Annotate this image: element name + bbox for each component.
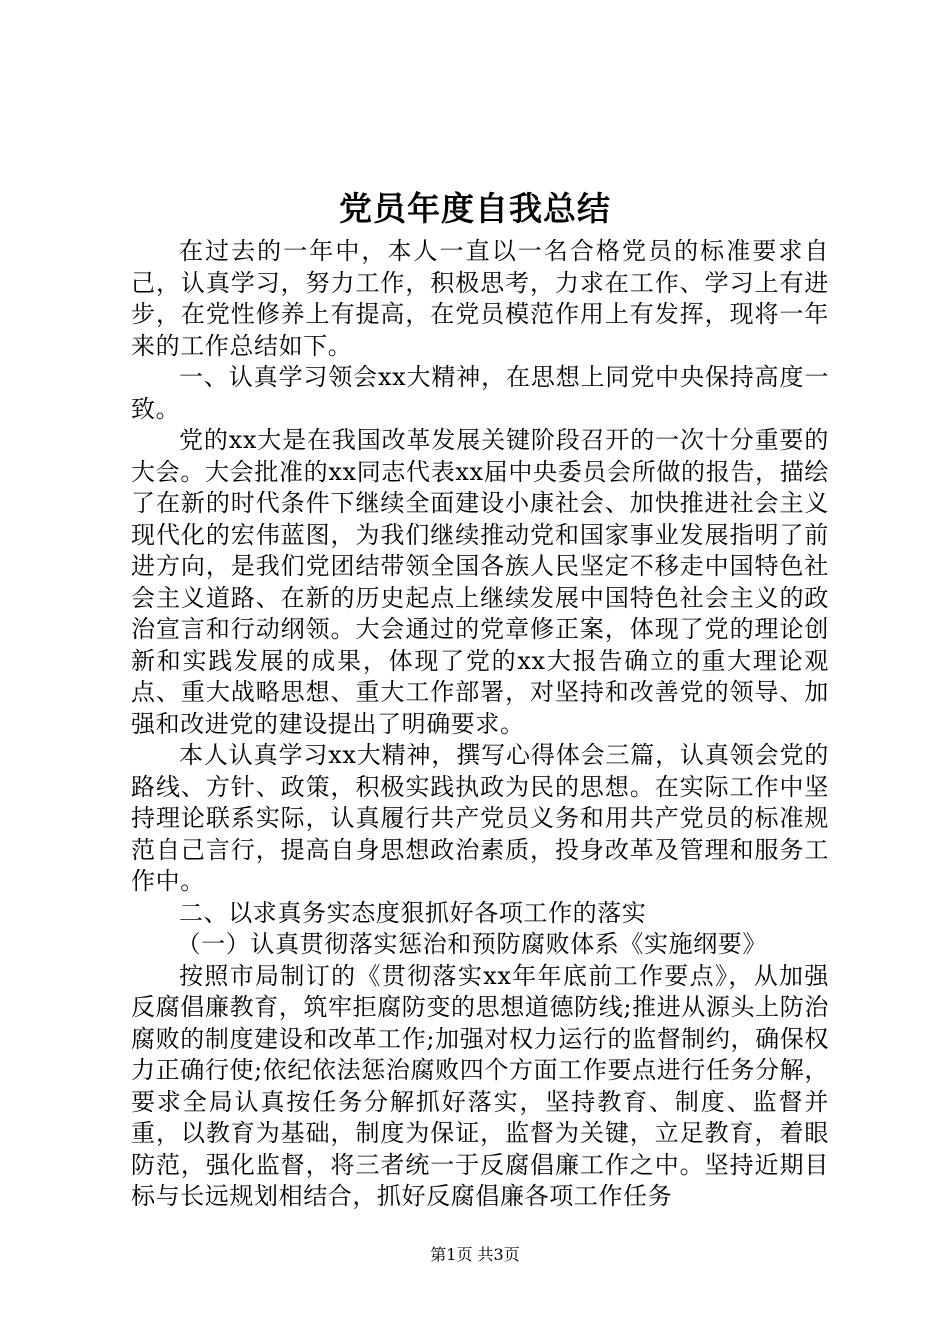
document-title: 党员年度自我总结 [339, 189, 611, 228]
paragraph-study: 本人认真学习xx大精神，撰写心得体会三篇，认真领会党的路线、方针、政策，积极实践执政为民的思想。在实际工作中坚持理论联系实际，认真履行共产党员义务和用共产党员的标准规范自己言行，提高自身思想政治素质，投身改革及管理和服务工作中。 [131, 741, 829, 895]
section-heading-1: 一、认真学习领会xx大精神，在思想上同党中央保持高度一致。 [131, 363, 829, 423]
paragraph-anticorruption: 按照市局制订的《贯彻落实xx年年底前工作要点》，从加强反腐倡廉教育，筑牢拒腐防变的思想道德防线;推进从源头上防治腐败的制度建设和改革工作;加强对权力运行的监督制约，确保权力正确行使;依纪依法惩治腐败四个方面工作要点进行任务分解，要求全局认真按任务分解抓好落实，坚持教育、制度、监督并重，以教育为基础，制度为保证，监督为关键，立足教育，着眼防范，强化监督，将三者统一于反腐倡廉工作之中。坚持近期目标与长远规划相结合，抓好反腐倡廉各项工作任务 [131, 961, 829, 1210]
document-body [131, 236, 829, 1213]
section-heading-2: 二、以求真务实态度狠抓好各项工作的落实 [179, 898, 647, 927]
paragraph-intro: 在过去的一年中，本人一直以一名合格党员的标准要求自己，认真学习，努力工作，积极思考，力求在工作、学习上有进步，在党性修养上有提高，在党员模范作用上有发挥，现将一年来的工作总结如下。 [131, 237, 829, 360]
page-number-footer: 第1页 共3页 [430, 1245, 520, 1264]
subsection-heading-1: （一）认真贯彻落实惩治和预防腐败体系《实施纲要》 [176, 930, 767, 958]
paragraph-congress: 党的xx大是在我国改革发展关键阶段召开的一次十分重要的大会。大会批准的xx同志代表xx届中央委员会所做的报告，描绘了在新的时代条件下继续全面建设小康社会、加快推进社会主义现代化的宏伟蓝图，为我们继续推动党和国家事业发展指明了前进方向，是我们党团结带领全国各族人民坚定不移走中国特色社会主义道路、在新的历史起点上继续发展中国特色社会主义的政治宣言和行动纲领。大会通过的党章修正案，体现了党的理论创新和实践发展的成果，体现了党的xx大报告确立的重大理论观点、重大战略思想、重大工作部署，对坚持和改善党的领导、加强和改进党的建设提出了明确要求。 [131, 426, 829, 738]
